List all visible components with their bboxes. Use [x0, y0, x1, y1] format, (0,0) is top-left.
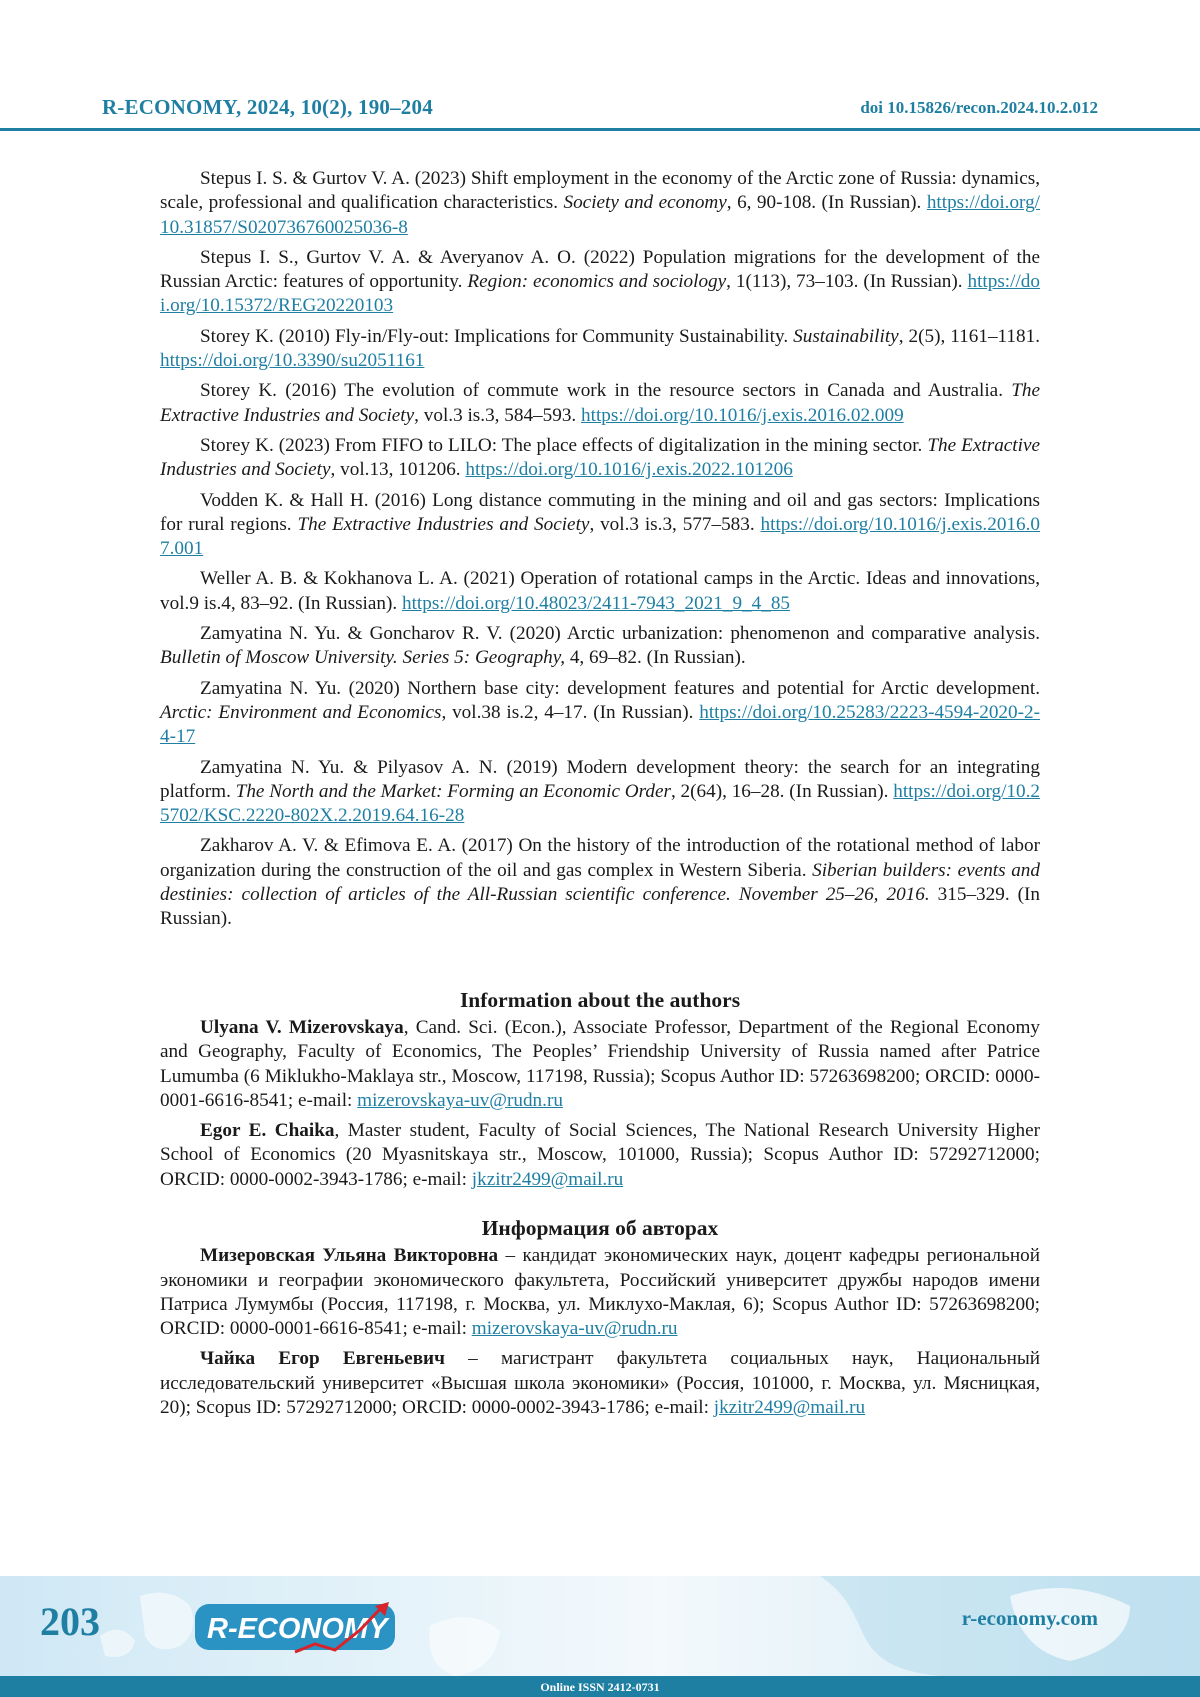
page-header	[0, 0, 1200, 132]
authors-en-list	[160, 1016, 1040, 1192]
reference-source: The Extractive Industries and Society	[160, 434, 1041, 481]
reference-source: Society and economy	[563, 192, 727, 214]
reference-doi-link[interactable]: https://doi.org/10.15372/REG20220103	[160, 271, 1040, 317]
journal-website[interactable]: r-economy.com	[961, 1606, 1098, 1630]
authors-ru-title: Информация об авторах	[481, 1215, 719, 1240]
reference-item	[160, 677, 1040, 750]
header-rule	[0, 128, 1200, 131]
reference-item	[160, 756, 1040, 829]
reference-text: Stepus I. S. & Gurtov V. A. (2023) Shift employment in the economy of the Arctic zone of Russia: dynamics, scale, professional and qualification characteristics.	[160, 168, 1040, 214]
reference-doi-link[interactable]: https://doi.org/10.3390/su2051161	[160, 350, 425, 372]
reference-text: Storey K. (2023) From FIFO to LILO: The place effects of digitalization in the mining sector.	[200, 434, 928, 456]
svg-text:R-ECONOMY: R-ECONOMY	[207, 1613, 388, 1645]
author-details: – кандидат экономических наук, доцент кафедры региональной экономики и географии экономического факультета, Российский университет дружбы народов имени Патриса Лумумбы (Россия, 117198, г. Москва, ул. Миклухо-Маклая, 6); Scopus Author ID: 57263698200; ORCID: 0000-0001-6616-8541; e-mail:	[160, 1245, 1040, 1340]
reference-details: , vol.13, 101206.	[330, 459, 466, 481]
reference-text: Storey K. (2016) The evolution of commute work in the resource sectors in Canada and Australia.	[200, 380, 1012, 402]
issn-label: Online ISSN 2412-0731	[540, 1680, 660, 1694]
author-email-link[interactable]: mizerovskaya-uv@rudn.ru	[471, 1318, 678, 1340]
reference-text: Zakharov A. V. & Efimova E. A. (2017) On the history of the introduction of the rotational method of labor organization during the construction of the oil and gas complex in Western Siberia.	[160, 835, 1040, 881]
reference-doi-link[interactable]: https://doi.org/10.1016/j.exis.2016.07.001	[160, 513, 1040, 560]
reference-list	[160, 167, 1040, 932]
author-info	[160, 1119, 1040, 1192]
reference-doi-link[interactable]: https://doi.org/10.1016/j.exis.2016.02.009	[581, 404, 904, 426]
reference-details: , vol.3 is.3, 584–593.	[414, 404, 582, 426]
reference-text: Storey K. (2010) Fly-in/Fly-out: Implications for Community Sustainability.	[200, 325, 794, 347]
reference-source: The North and the Market: Forming an Economic Order	[235, 780, 671, 802]
reference-item	[160, 567, 1040, 616]
reference-doi-link[interactable]: https://doi.org/10.25702/KSC.2220-802X.2.2019.64.16-28	[160, 780, 1040, 827]
reference-item	[160, 834, 1040, 931]
article-doi: doi 10.15826/recon.2024.10.2.012	[860, 98, 1098, 117]
author-info	[160, 1347, 1040, 1420]
reference-text: Zamyatina N. Yu. & Goncharov R. V. (2020) Arctic urbanization: phenomenon and comparative analysis.	[200, 623, 1040, 645]
reference-item	[160, 489, 1040, 562]
reference-details: , 6, 90-108. (In Russian).	[726, 192, 927, 214]
reference-details: , vol.3 is.3, 577–583.	[589, 513, 761, 535]
author-details: – магистрант факультета социальных наук, Национальный исследовательский университет «Высшая школа экономики» (Россия, 101000, г. Москва, ул. Мясницкая, 20); Scopus ID: 57292712000; ORCID: 0000-0002-3943-1786; e-mail:	[160, 1348, 1040, 1419]
page-number: 203	[40, 1599, 100, 1644]
page-footer	[0, 1576, 1200, 1697]
reference-text: Weller A. B. & Kokhanova L. A. (2021) Operation of rotational camps in the Arctic. Ideas and innovations, vol.9 is.4, 83–92. (In Russian).	[160, 568, 1040, 614]
author-email-link[interactable]: jkzitr2499@mail.ru	[713, 1397, 866, 1419]
reference-doi-link[interactable]: https://doi.org/10.31857/S020736760025036-8	[160, 192, 1041, 238]
reference-item	[160, 167, 1040, 240]
reference-text: Zamyatina N. Yu. (2020) Northern base city: development features and potential for Arctic development.	[200, 677, 1040, 699]
reference-doi-link[interactable]: https://doi.org/10.48023/2411-7943_2021_9_4_85	[401, 592, 791, 614]
journal-citation: R-ECONOMY, 2024, 10(2), 190–204	[102, 95, 433, 119]
reference-text: Vodden K. & Hall H. (2016) Long distance commuting in the mining and oil and gas sectors: Implications for rural regions.	[160, 489, 1040, 535]
reference-source: Bulletin of Moscow University. Series 5: Geography,	[160, 647, 566, 669]
author-name: Egor E. Chaika	[200, 1120, 335, 1142]
reference-source: Siberian builders: events and destinies: collection of articles of the All-Russian scientific conference. November 25–26, 2016.	[160, 859, 1040, 906]
reference-source: The Extractive Industries and Society	[297, 513, 590, 535]
reference-details: 4, 69–82. (In Russian).	[565, 647, 746, 669]
author-name: Чайка Егор Евгеньевич	[200, 1348, 445, 1370]
reference-details: , 2(5), 1161–1181.	[898, 325, 1040, 347]
authors-ru-list	[160, 1244, 1040, 1420]
author-name: Мизеровская Ульяна Викторовна	[200, 1245, 499, 1267]
reference-item	[160, 434, 1040, 483]
authors-en-title: Information about the authors	[459, 987, 741, 1012]
reference-doi-link[interactable]: https://doi.org/10.1016/j.exis.2022.101206	[465, 459, 793, 481]
reference-doi-link[interactable]: https://doi.org/10.25283/2223-4594-2020-2-4-17	[160, 701, 1040, 748]
reference-details: , 1(113), 73–103. (In Russian).	[726, 271, 968, 293]
reference-item	[160, 246, 1040, 319]
reference-details: , vol.38 is.2, 4–17. (In Russian).	[441, 701, 700, 723]
reference-source: Sustainability	[793, 325, 899, 347]
author-details: , Master student, Faculty of Social Sciences, The National Research University Higher School of Economics (20 Myasnitskaya str., Moscow, 101000, Russia); Scopus Author ID: 57292712000; ORCID: 0000-0002-3943-1786; e-mail:	[160, 1120, 1041, 1190]
author-details: , Cand. Sci. (Econ.), Associate Professor, Department of the Regional Economy and Geography, Faculty of Economics, The Peoples’ Friendship University of Russia named after Patrice Lumumba (6 Miklukho-Maklaya str., Moscow, 117198, Russia); Scopus Author ID: 57263698200; ORCID: 0000-0001-6616-8541; e-mail:	[160, 1016, 1040, 1111]
r-economy-logo	[195, 1600, 413, 1656]
author-email-link[interactable]: jkzitr2499@mail.ru	[471, 1168, 624, 1190]
reference-details: 315–329. (In Russian).	[160, 884, 1041, 930]
reference-source: Region: economics and sociology	[467, 271, 727, 293]
reference-item	[160, 622, 1040, 671]
author-name: Ulyana V. Mizerovskaya	[200, 1016, 404, 1038]
reference-text: Zamyatina N. Yu. & Pilyasov A. N. (2019) Modern development theory: the search for an integrating platform.	[160, 756, 1040, 802]
reference-source: The Extractive Industries and Society	[160, 380, 1040, 426]
reference-item	[160, 325, 1040, 374]
reference-item	[160, 379, 1040, 428]
author-info	[160, 1244, 1040, 1341]
author-info	[160, 1016, 1040, 1113]
reference-details: , 2(64), 16–28. (In Russian).	[670, 780, 894, 802]
reference-source: Arctic: Environment and Economics	[160, 701, 442, 723]
page-content	[160, 167, 1040, 1426]
reference-text: Stepus I. S., Gurtov V. A. & Averyanov A. O. (2022) Population migrations for the development of the Russian Arctic: features of opportunity.	[160, 246, 1040, 293]
author-email-link[interactable]: mizerovskaya-uv@rudn.ru	[357, 1089, 563, 1111]
